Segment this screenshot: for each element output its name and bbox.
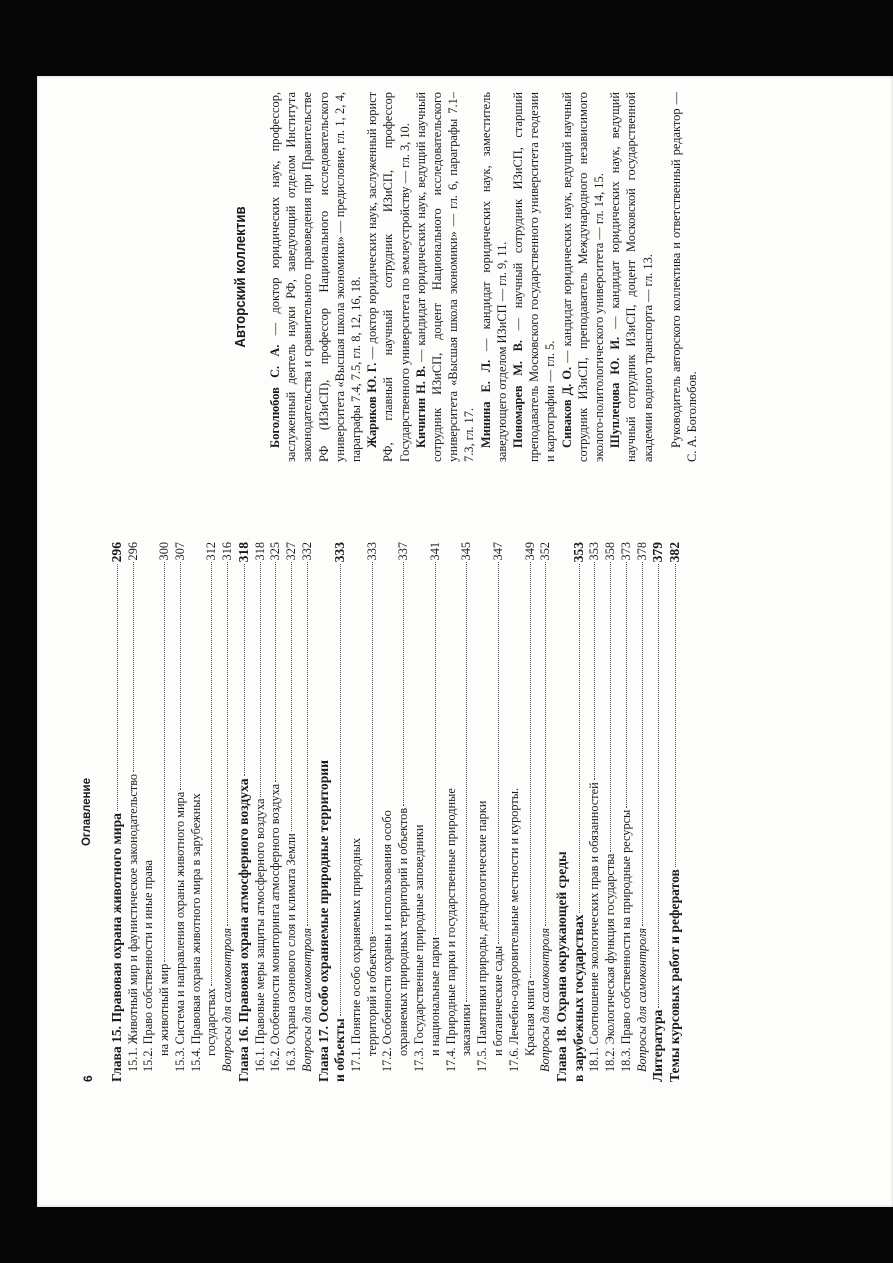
toc-entry-title: на животный мир <box>157 963 172 1056</box>
toc-entry-page: 300 <box>157 542 172 561</box>
toc-entry-title: Темы курсовых работ и рефератов <box>666 869 682 1082</box>
toc-leader-dots <box>260 562 261 796</box>
toc-entry <box>538 542 554 1082</box>
author-name: Боголюбов С. А. <box>268 344 282 448</box>
page-number: 6 <box>81 1075 95 1082</box>
toc-entry-line: 17.3. Государственные природные заповедники <box>411 824 426 1072</box>
toc-entry-page: 349 <box>522 542 537 561</box>
toc-entry-page: 296 <box>125 542 140 561</box>
author-entry <box>267 92 364 462</box>
toc-entry <box>650 542 667 1082</box>
toc-leader-dots <box>372 562 373 934</box>
author-name: Сиваков Д. О. <box>559 366 574 448</box>
author-name: Шуплецова Ю. И. <box>608 336 623 448</box>
toc-entry-title: Вопросы для самоконтроля <box>220 927 235 1072</box>
toc-leader-dots <box>530 562 531 978</box>
toc-entry <box>173 542 189 1082</box>
toc-entry-page: 358 <box>602 542 617 561</box>
toc-entry-page: 316 <box>220 542 235 561</box>
toc-entry-title: 15.3. Система и направления охраны животного мира <box>172 791 187 1072</box>
toc-entry-line: 15.4. Правовая охрана животного мира в зарубежных <box>188 793 203 1072</box>
toc-entry <box>365 542 381 1082</box>
toc-entry-page: 373 <box>618 542 633 561</box>
toc-entry-line: 15.2. Право собственности и иные права <box>141 860 156 1072</box>
toc-entry <box>459 542 475 1082</box>
author-entry <box>510 92 559 462</box>
toc-leader-dots <box>291 562 292 831</box>
toc-entry-title: 15.1. Животный мир и фаунистическое законодательство <box>125 773 140 1072</box>
toc-leader-dots <box>244 564 245 776</box>
toc-entry-title: Вопросы для самоконтроля <box>538 927 553 1072</box>
author-name: Жариков Ю. Г. <box>365 362 380 448</box>
toc-leader-dots <box>435 562 436 935</box>
toc-leader-dots <box>658 564 659 1007</box>
toc-entry-page: 325 <box>268 542 283 561</box>
toc-entry-title: 16.2. Особенности мониторинга атмосферного воздуха <box>268 783 283 1072</box>
toc-entry-page: 327 <box>284 542 299 561</box>
toc-page <box>81 542 683 1082</box>
toc-entry-line: 17.5. Памятники природы, дендрологические парки <box>475 800 490 1072</box>
toc-entry-title: Вопросы для самоконтроля <box>634 927 649 1072</box>
toc-leader-dots <box>164 562 165 961</box>
toc-leader-dots <box>594 562 595 780</box>
toc-entry-line: 17.2. Особенности охраны и использования особо <box>380 810 395 1072</box>
toc-leader-dots <box>466 562 467 1001</box>
toc-entry <box>300 542 316 1082</box>
toc-entry-line: 17.1. Понятие особо охраняемых природных <box>348 837 363 1072</box>
toc-entry-page: 333 <box>364 542 379 561</box>
toc-entry-page: 333 <box>332 542 348 563</box>
toc-entry <box>284 542 300 1082</box>
author-entry <box>559 92 608 462</box>
toc-entry <box>619 542 635 1082</box>
toc-entry <box>109 542 126 1082</box>
toc-leader-dots <box>180 562 181 789</box>
toc-entry-title: охраняемых природных территорий и объектов <box>396 807 411 1056</box>
page-head <box>81 542 109 1082</box>
author-description: — доктор юридических наук, заслуженный юрист РФ, главный научный сотрудник ИЗиСП, профессор Государственного университета по землеустройству — гл. 3, 10. <box>365 92 412 462</box>
toc-entry-page: 318 <box>252 542 267 561</box>
toc-entry-title: Красная книга <box>522 980 537 1056</box>
toc-leader-dots <box>498 562 499 943</box>
author-description: — кандидат юридических наук, ведущий научный сотрудник ИЗиСП, доцент Московской государственной академии водного транспорта — гл. 13. <box>608 92 655 462</box>
toc-leader-dots <box>545 562 546 925</box>
toc-entry-page: 353 <box>587 542 602 561</box>
toc-entry <box>236 542 253 1082</box>
author-name: Пономарев М. В. <box>511 339 526 448</box>
toc-leader-dots <box>275 562 276 781</box>
authors-title: Авторский коллектив <box>232 206 249 348</box>
toc-entry-title: 18.2. Экологическая функция государства <box>602 853 617 1072</box>
toc-leader-dots <box>626 562 627 807</box>
toc-leader-dots <box>579 564 580 912</box>
toc-entry-page: 352 <box>538 542 553 561</box>
toc-entry-line: Глава 17. Особо охраняемые природные территории <box>315 760 331 1082</box>
toc-entry <box>157 542 173 1082</box>
toc-entry <box>523 542 539 1082</box>
toc-leader-dots <box>675 564 676 867</box>
toc-entry-title: 16.3. Охрана озонового слоя и климата Земли <box>284 833 299 1072</box>
toc-leader-dots <box>642 562 643 925</box>
toc-entry-page: 378 <box>634 542 649 561</box>
toc-leader-dots <box>403 562 404 805</box>
toc-entry-title: 18.3. Право собственности на природные ресурсы <box>618 809 633 1072</box>
toc-entry <box>571 542 588 1082</box>
toc-entry-title: и объекты <box>332 1018 348 1082</box>
toc-entry-title: Глава 16. Правовая охрана атмосферного воздуха <box>236 778 252 1082</box>
toc-entry-title: Вопросы для самоконтроля <box>299 927 314 1072</box>
toc-entry-title: и ботанические сады <box>490 945 505 1056</box>
toc-entry <box>220 542 236 1082</box>
toc-entry <box>587 542 603 1082</box>
author-entry <box>413 92 478 462</box>
toc-leader-dots <box>340 564 341 1016</box>
author-entry <box>607 92 656 462</box>
running-header: Оглавление <box>81 777 93 847</box>
authors-list <box>267 92 656 462</box>
toc-entry-page: 312 <box>204 542 219 561</box>
toc-entry-page: 382 <box>666 542 682 563</box>
toc-entry-title: в зарубежных государствах <box>570 914 586 1082</box>
toc-entry-title: заказники <box>459 1003 474 1056</box>
authors-page <box>232 92 700 462</box>
toc-entry-page: 379 <box>650 542 666 563</box>
toc-entry-title: Литература <box>650 1009 666 1082</box>
toc-entry-page: 341 <box>427 542 442 561</box>
toc-entry-page: 296 <box>109 542 124 563</box>
toc-entry <box>332 542 349 1082</box>
toc-entry-page: 337 <box>396 542 411 561</box>
toc-entry-page: 353 <box>570 542 586 563</box>
author-entry <box>478 92 510 462</box>
author-description: — научный сотрудник ИЗиСП, старший преподаватель Московского государственного университета геодезии и картографии — гл. 5. <box>511 92 558 462</box>
author-description: — кандидат юридических наук, заместитель заведующего отделом ИЗиСП — гл. 9, 11. <box>478 92 509 462</box>
author-description: — кандидат юридических наук, ведущий научный сотрудник ИЗиСП, доцент Национального исследовательского университета «Высшая школа экономики» — гл. 6, параграфы 7.1–7.3, гл. 17. <box>413 92 477 462</box>
toc-entry <box>667 542 684 1082</box>
table-of-contents <box>109 542 683 1082</box>
toc-entry-title: 16.1. Правовые меры защиты атмосферного воздуха <box>252 798 267 1072</box>
toc-leader-dots <box>133 562 134 771</box>
toc-entry <box>126 542 142 1082</box>
toc-entry <box>396 542 412 1082</box>
toc-entry-title: 18.1. Соотношение экологических прав и обязанностей <box>587 782 602 1072</box>
toc-entry <box>268 542 284 1082</box>
toc-entry-page: 345 <box>459 542 474 561</box>
rotated-spread <box>37 76 893 1207</box>
toc-entry <box>491 542 507 1082</box>
toc-leader-dots <box>227 562 228 925</box>
toc-entry-title: государствах <box>204 988 219 1056</box>
author-name: Кичигин Н. В. <box>413 365 428 448</box>
author-name: Минина Е. Л. <box>478 359 493 448</box>
toc-entry-title: и национальные парки <box>427 936 442 1056</box>
toc-entry-line: 17.6. Лечебно-оздоровительные местности и курорты. <box>506 787 521 1072</box>
author-description: — доктор юридических наук, профессор, заслуженный деятель науки РФ, заведующий отделом Института законодательства и сравнительного правоведения при Правительстве РФ (ИЗиСП), профессор Национального исследовательского университета «Высшая школа экономики» — предисловие, гл. 1, 2, 4, параграфы 7.4, 7.5, гл. 8, 12, 16, 18. <box>268 92 364 462</box>
toc-entry-line: 17.4. Природные парки и государственные природные <box>443 788 458 1072</box>
toc-entry <box>603 542 619 1082</box>
toc-entry-title: территорий и объектов <box>364 935 379 1056</box>
toc-entry-page: 318 <box>236 542 252 563</box>
toc-entry <box>635 542 651 1082</box>
closing-note: Руководитель авторского коллектива и ответственный редактор — С. А. Боголюбов. <box>668 92 700 462</box>
author-entry <box>364 92 413 462</box>
toc-entry-line: Глава 18. Охрана окружающей среды <box>554 851 570 1082</box>
toc-leader-dots <box>211 562 212 986</box>
toc-entry <box>253 542 269 1082</box>
toc-entry-page: 332 <box>299 542 314 561</box>
toc-entry-title: Глава 15. Правовая охрана животного мира <box>109 813 124 1082</box>
toc-entry <box>428 542 444 1082</box>
author-description: — кандидат юридических наук, ведущий научный сотрудник ИЗиСП, преподаватель Международного независимого эколого-политологического университета — гл. 14, 15. <box>559 92 607 462</box>
toc-leader-dots <box>117 564 118 811</box>
toc-entry <box>204 542 220 1082</box>
toc-entry-page: 347 <box>490 542 505 561</box>
toc-leader-dots <box>307 562 308 925</box>
toc-entry-page: 307 <box>172 542 187 561</box>
toc-leader-dots <box>610 562 611 851</box>
scanned-sheet <box>37 76 893 1207</box>
